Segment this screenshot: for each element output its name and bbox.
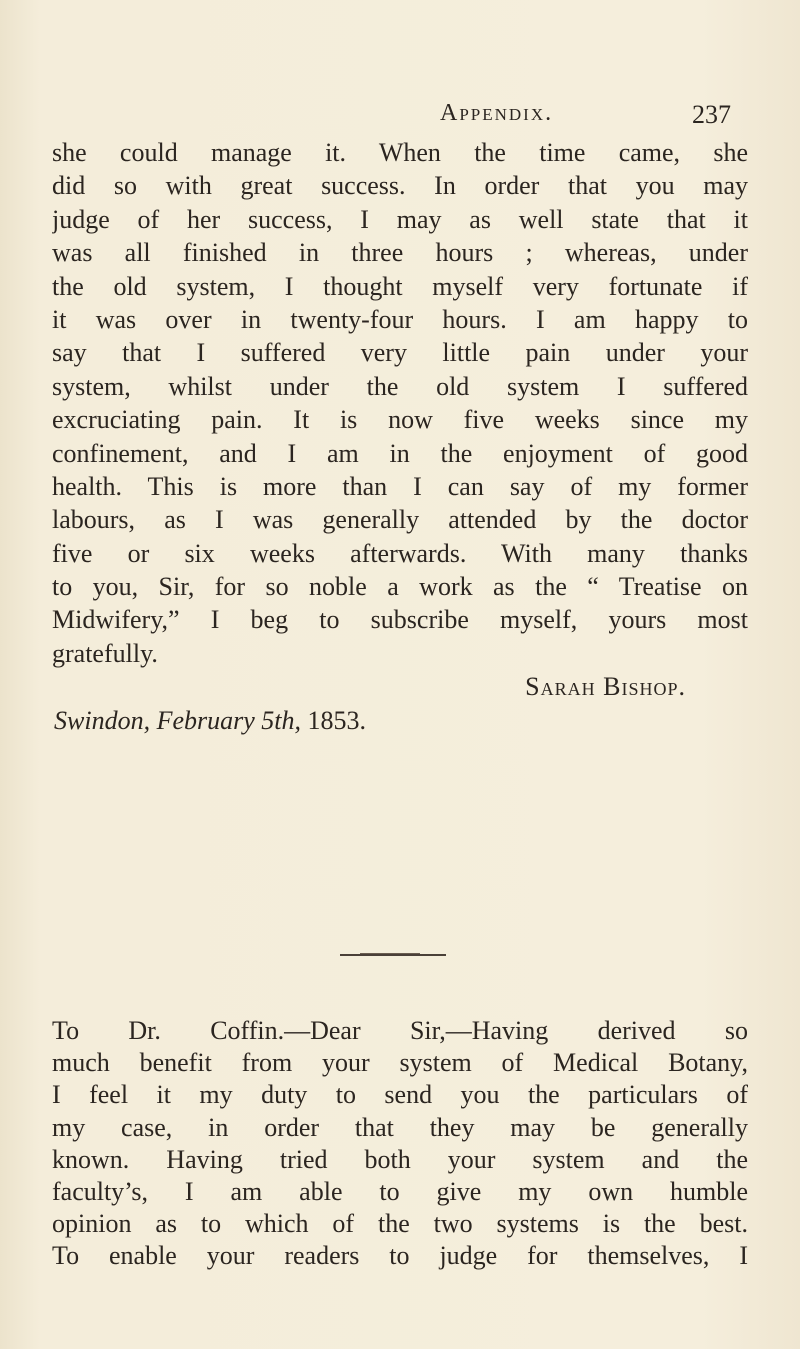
text-line: To enable your readers to judge for themselves, I [52, 1241, 748, 1271]
text-line: labours, as I was generally attended by the doctor [52, 505, 748, 535]
letter-one [52, 136, 748, 737]
place-date [52, 704, 748, 737]
text-line: excruciating pain. It is now five weeks since my [52, 405, 748, 435]
text-line: say that I suffered very little pain under your [52, 338, 748, 368]
text-line: health. This is more than I can say of my former [52, 471, 748, 501]
text-line: opinion as to which of the two systems is the best. [52, 1209, 748, 1239]
year: 1853. [307, 705, 366, 735]
text-line: it was over in twenty-four hours. I am happy to [52, 304, 748, 334]
header-title: Appendix. [440, 100, 554, 126]
text-line: faculty’s, I am able to give my own humble [52, 1176, 748, 1206]
signature: Sarah Bishop. [525, 672, 686, 702]
text-line: judge of her success, I may as well state that it [52, 204, 748, 234]
text-line: to you, Sir, for so noble a work as the “ Treatise on [52, 572, 748, 602]
page-number: 237 [692, 100, 731, 129]
running-header [0, 100, 800, 140]
text-line: system, whilst under the old system I suffered [52, 371, 748, 401]
text-line: was all finished in three hours ; whereas, under [52, 238, 748, 268]
text-line: To Dr. Coffin.—Dear Sir,—Having derived so [52, 1016, 748, 1045]
text-line: my case, in order that they may be generally [52, 1112, 748, 1142]
text-line: gratefully. [52, 638, 158, 668]
text-line: Midwifery,” I beg to subscribe myself, yours most [52, 605, 748, 635]
text-line: much benefit from your system of Medical Botany, [52, 1048, 748, 1078]
text-line: confinement, and I am in the enjoyment of good [52, 438, 748, 468]
text-line: known. Having tried both your system and the [52, 1144, 748, 1174]
text-line: did so with great success. In order that you may [52, 171, 748, 201]
text-line: I feel it my duty to send you the particulars of [52, 1080, 748, 1110]
text-line: she could manage it. When the time came, she [52, 138, 748, 167]
text-line: the old system, I thought myself very fortunate if [52, 271, 748, 301]
letter-two [52, 1015, 748, 1273]
place-date-text: Swindon, February 5th, [54, 705, 301, 735]
section-divider [340, 954, 446, 956]
text-line: five or six weeks afterwards. With many thanks [52, 538, 748, 568]
